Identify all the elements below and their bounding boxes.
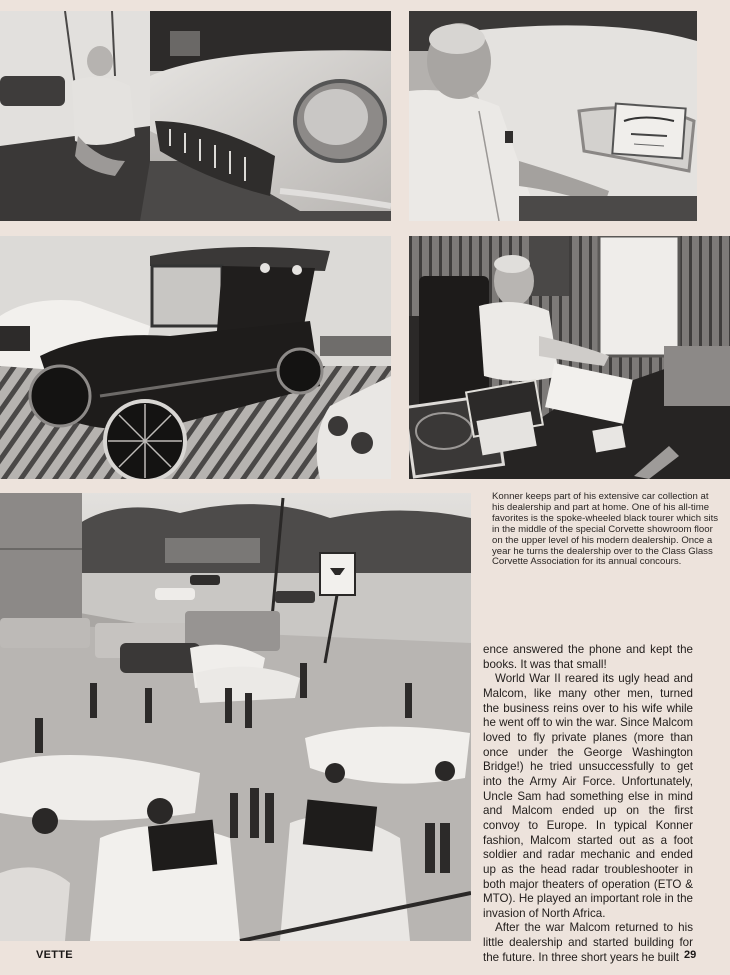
photo-office-desk bbox=[409, 236, 730, 479]
photo-black-tourer bbox=[0, 236, 391, 479]
photo-caption: Konner keeps part of his extensive car collection at his dealership and part at home. One of his all-time favorites is the spoke-wheeled black tourer which sits in the middle of the special Corvette showroom floor on the upper level of his modern dealership. Once a year he turns the dealership over to the Class Glass Corvette Association for its annual concours. bbox=[492, 491, 719, 568]
body-paragraph: World War II reared its ugly head and Malcom, like many other men, turned the business reins over to his wife while he went off to win the war. Since Malcom loved to fly private planes (more than once under the George Washington Bridge!) he tried unsuccessfully to get into the Army Air Force. Unfortunately, Uncle Sam had something else in mind and Malcom ended up on the first convoy to Europe. In typical Konner fashion, Malcom started out as a foot soldier and radar mechanic and ended up as the head radar troubleshooter in both major theaters of operation (ETO & MTO). He played an important role in the invasion of North Africa. bbox=[483, 672, 693, 920]
body-paragraph: After the war Malcom returned to his little dealership and started building for the future. In three short years he built bbox=[483, 921, 693, 964]
article-body bbox=[483, 643, 693, 965]
photo-dealer-plate bbox=[409, 11, 697, 221]
photo-corvette-grille bbox=[0, 11, 391, 221]
footer-magazine-name: VETTE bbox=[36, 949, 73, 961]
body-paragraph: ence answered the phone and kept the books. It was that small! bbox=[483, 643, 693, 671]
page-number: 29 bbox=[684, 949, 697, 961]
photo-concours-lot bbox=[0, 493, 471, 941]
